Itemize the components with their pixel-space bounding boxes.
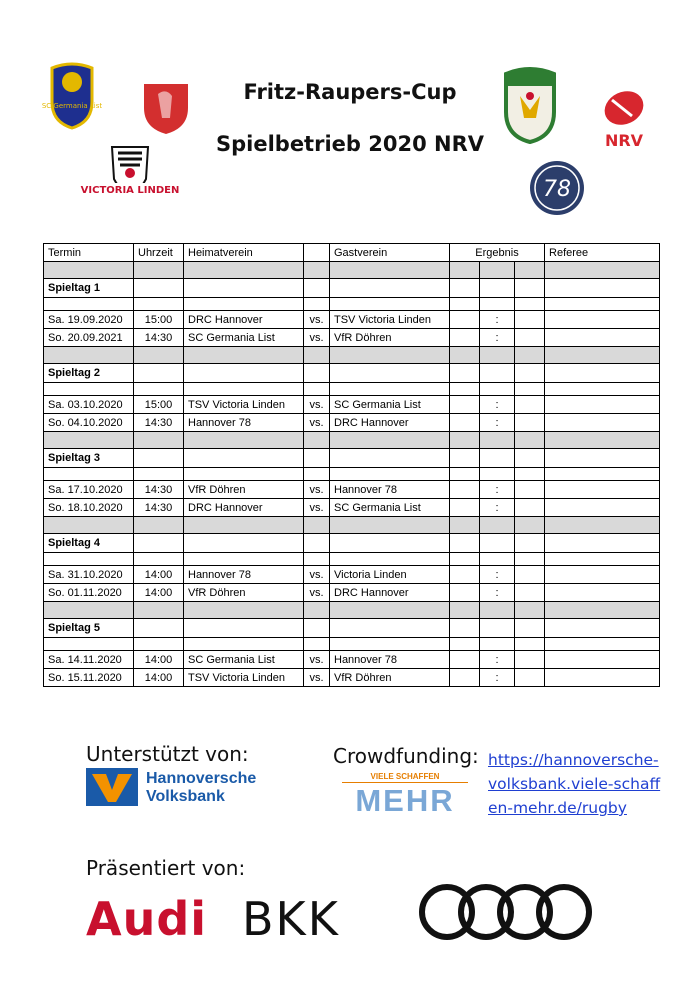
spacer-row xyxy=(44,553,660,566)
empty-cell xyxy=(515,553,545,566)
empty-cell xyxy=(515,449,545,468)
game-time: 14:00 xyxy=(134,651,184,669)
empty-cell xyxy=(44,383,134,396)
empty-cell xyxy=(44,553,134,566)
empty-cell xyxy=(134,432,184,449)
empty-cell xyxy=(450,449,480,468)
empty-cell xyxy=(304,553,330,566)
table-row xyxy=(44,499,660,517)
spacer-row xyxy=(44,638,660,651)
empty-cell xyxy=(515,298,545,311)
empty-cell xyxy=(184,262,304,279)
crowd-logo-top: VIELE SCHAFFEN xyxy=(342,772,468,783)
referee-cell xyxy=(545,669,660,687)
empty-cell xyxy=(330,262,450,279)
victoria-logo-text: VICTORIA LINDEN xyxy=(80,185,180,196)
header-termin: Termin xyxy=(44,244,134,262)
victoria-linden-logo xyxy=(80,143,180,213)
home-team: Hannover 78 xyxy=(184,414,304,432)
score-separator: : xyxy=(480,414,515,432)
empty-cell xyxy=(184,383,304,396)
table-row xyxy=(44,566,660,584)
home-team: Hannover 78 xyxy=(184,566,304,584)
empty-cell xyxy=(134,534,184,553)
matchday-row xyxy=(44,449,660,468)
score-away xyxy=(515,329,545,347)
referee-cell xyxy=(545,414,660,432)
page-subtitle: Spielbetrieb 2020 NRV xyxy=(215,132,484,156)
score-home xyxy=(450,481,480,499)
empty-cell xyxy=(304,468,330,481)
game-time: 14:30 xyxy=(134,499,184,517)
empty-cell xyxy=(304,517,330,534)
empty-cell xyxy=(545,432,660,449)
empty-cell xyxy=(545,553,660,566)
game-time: 15:00 xyxy=(134,311,184,329)
empty-cell xyxy=(450,517,480,534)
header-gastverein: Gastverein xyxy=(330,244,450,262)
volksbank-line2: Volksbank xyxy=(146,788,225,805)
score-separator: : xyxy=(480,584,515,602)
vs-label: vs. xyxy=(304,499,330,517)
supported-by-label: Unterstützt von: xyxy=(86,742,249,766)
empty-cell xyxy=(515,468,545,481)
header-ergebnis: Ergebnis xyxy=(450,244,545,262)
empty-cell xyxy=(480,432,515,449)
empty-cell xyxy=(545,298,660,311)
empty-cell xyxy=(450,298,480,311)
score-separator: : xyxy=(480,669,515,687)
table-row xyxy=(44,584,660,602)
vs-label: vs. xyxy=(304,414,330,432)
empty-cell xyxy=(545,279,660,298)
score-away xyxy=(515,584,545,602)
away-team: Hannover 78 xyxy=(330,651,450,669)
empty-cell xyxy=(545,517,660,534)
matchday-row xyxy=(44,364,660,383)
game-time: 14:30 xyxy=(134,329,184,347)
game-date: Sa. 31.10.2020 xyxy=(44,566,134,584)
empty-cell xyxy=(44,347,134,364)
away-team: SC Germania List xyxy=(330,499,450,517)
game-date: So. 04.10.2020 xyxy=(44,414,134,432)
schedule-body xyxy=(44,244,660,687)
game-date: So. 18.10.2020 xyxy=(44,499,134,517)
empty-cell xyxy=(480,347,515,364)
empty-cell xyxy=(330,432,450,449)
away-team: VfR Döhren xyxy=(330,669,450,687)
empty-cell xyxy=(134,517,184,534)
game-date: Sa. 19.09.2020 xyxy=(44,311,134,329)
empty-cell xyxy=(330,449,450,468)
h78-logo-text: 78 xyxy=(543,177,571,202)
score-away xyxy=(515,669,545,687)
empty-cell xyxy=(515,638,545,651)
home-team: SC Germania List xyxy=(184,651,304,669)
empty-cell xyxy=(44,517,134,534)
empty-cell xyxy=(330,468,450,481)
empty-cell xyxy=(545,534,660,553)
game-date: So. 15.11.2020 xyxy=(44,669,134,687)
empty-cell xyxy=(480,279,515,298)
empty-cell xyxy=(480,383,515,396)
empty-cell xyxy=(480,298,515,311)
volksbank-logo-icon xyxy=(86,768,138,806)
empty-cell xyxy=(450,383,480,396)
empty-cell xyxy=(450,638,480,651)
spacer-row xyxy=(44,468,660,481)
vs-label: vs. xyxy=(304,584,330,602)
separator-row xyxy=(44,517,660,534)
empty-cell xyxy=(134,449,184,468)
empty-cell xyxy=(515,602,545,619)
empty-cell xyxy=(450,534,480,553)
table-header-row xyxy=(44,244,660,262)
presented-by-label: Präsentiert von: xyxy=(86,856,246,880)
empty-cell xyxy=(134,468,184,481)
vs-label: vs. xyxy=(304,481,330,499)
vs-label: vs. xyxy=(304,311,330,329)
matchday-row xyxy=(44,619,660,638)
game-time: 15:00 xyxy=(134,396,184,414)
empty-cell xyxy=(184,449,304,468)
away-team: DRC Hannover xyxy=(330,584,450,602)
empty-cell xyxy=(134,298,184,311)
schedule-table xyxy=(43,243,660,687)
spacer-row xyxy=(44,383,660,396)
referee-cell xyxy=(545,396,660,414)
empty-cell xyxy=(480,619,515,638)
empty-cell xyxy=(134,553,184,566)
empty-cell xyxy=(330,298,450,311)
empty-cell xyxy=(304,619,330,638)
game-time: 14:00 xyxy=(134,584,184,602)
empty-cell xyxy=(450,602,480,619)
home-team: VfR Döhren xyxy=(184,584,304,602)
header-referee: Referee xyxy=(545,244,660,262)
empty-cell xyxy=(304,262,330,279)
header-heimatverein: Heimatverein xyxy=(184,244,304,262)
table-row xyxy=(44,396,660,414)
empty-cell xyxy=(480,602,515,619)
score-away xyxy=(515,311,545,329)
empty-cell xyxy=(450,468,480,481)
table-row xyxy=(44,669,660,687)
crowd-logo-main: MEHR xyxy=(355,783,455,818)
score-away xyxy=(515,481,545,499)
score-away xyxy=(515,414,545,432)
game-time: 14:00 xyxy=(134,566,184,584)
empty-cell xyxy=(450,262,480,279)
crowdfunding-label: Crowdfunding: xyxy=(333,744,479,768)
table-row xyxy=(44,311,660,329)
empty-cell xyxy=(134,364,184,383)
empty-cell xyxy=(184,553,304,566)
empty-cell xyxy=(515,619,545,638)
empty-cell xyxy=(545,602,660,619)
game-date: Sa. 14.11.2020 xyxy=(44,651,134,669)
hannover-78-logo xyxy=(528,158,586,218)
empty-cell xyxy=(330,279,450,298)
drc-hannover-logo xyxy=(140,78,192,136)
score-home xyxy=(450,584,480,602)
empty-cell xyxy=(184,347,304,364)
empty-cell xyxy=(480,262,515,279)
empty-cell xyxy=(330,517,450,534)
table-row xyxy=(44,651,660,669)
empty-cell xyxy=(184,364,304,383)
bkk-wordmark: BKK xyxy=(242,892,340,946)
score-away xyxy=(515,651,545,669)
empty-cell xyxy=(304,347,330,364)
score-away xyxy=(515,499,545,517)
referee-cell xyxy=(545,481,660,499)
referee-cell xyxy=(545,584,660,602)
game-time: 14:00 xyxy=(134,669,184,687)
empty-cell xyxy=(184,468,304,481)
score-home xyxy=(450,651,480,669)
empty-cell xyxy=(330,534,450,553)
viele-schaffen-mehr-logo xyxy=(342,772,468,819)
game-time: 14:30 xyxy=(134,414,184,432)
score-separator: : xyxy=(480,311,515,329)
score-separator: : xyxy=(480,499,515,517)
header-uhrzeit: Uhrzeit xyxy=(134,244,184,262)
empty-cell xyxy=(515,432,545,449)
empty-cell xyxy=(545,638,660,651)
germania-logo-text: SC Germania List xyxy=(41,102,103,110)
empty-cell xyxy=(304,534,330,553)
empty-cell xyxy=(480,468,515,481)
page-title: Fritz-Raupers-Cup xyxy=(243,80,457,104)
empty-cell xyxy=(515,364,545,383)
matchday-row xyxy=(44,534,660,553)
empty-cell xyxy=(134,279,184,298)
empty-cell xyxy=(545,262,660,279)
away-team: DRC Hannover xyxy=(330,414,450,432)
header-vs-blank xyxy=(304,244,330,262)
vs-label: vs. xyxy=(304,566,330,584)
score-separator: : xyxy=(480,329,515,347)
vs-label: vs. xyxy=(304,651,330,669)
nrv-logo xyxy=(598,86,650,152)
empty-cell xyxy=(184,279,304,298)
vs-label: vs. xyxy=(304,329,330,347)
empty-cell xyxy=(515,383,545,396)
empty-cell xyxy=(304,279,330,298)
empty-cell xyxy=(304,638,330,651)
empty-cell xyxy=(134,383,184,396)
home-team: DRC Hannover xyxy=(184,311,304,329)
empty-cell xyxy=(480,553,515,566)
score-away xyxy=(515,566,545,584)
matchday-row xyxy=(44,279,660,298)
matchday-label: Spieltag 3 xyxy=(44,449,134,468)
empty-cell xyxy=(545,383,660,396)
empty-cell xyxy=(134,262,184,279)
home-team: VfR Döhren xyxy=(184,481,304,499)
empty-cell xyxy=(330,638,450,651)
score-home xyxy=(450,566,480,584)
empty-cell xyxy=(545,468,660,481)
away-team: SC Germania List xyxy=(330,396,450,414)
empty-cell xyxy=(134,602,184,619)
empty-cell xyxy=(545,619,660,638)
matchday-label: Spieltag 5 xyxy=(44,619,134,638)
empty-cell xyxy=(184,298,304,311)
score-separator: : xyxy=(480,566,515,584)
separator-row xyxy=(44,602,660,619)
empty-cell xyxy=(184,432,304,449)
score-separator: : xyxy=(480,481,515,499)
game-time: 14:30 xyxy=(134,481,184,499)
score-home xyxy=(450,396,480,414)
empty-cell xyxy=(450,364,480,383)
empty-cell xyxy=(44,432,134,449)
table-row xyxy=(44,329,660,347)
game-date: So. 20.09.2021 xyxy=(44,329,134,347)
referee-cell xyxy=(545,329,660,347)
vs-label: vs. xyxy=(304,669,330,687)
game-date: Sa. 17.10.2020 xyxy=(44,481,134,499)
vs-label: vs. xyxy=(304,396,330,414)
empty-cell xyxy=(480,638,515,651)
game-date: So. 01.11.2020 xyxy=(44,584,134,602)
empty-cell xyxy=(134,619,184,638)
empty-cell xyxy=(44,602,134,619)
empty-cell xyxy=(134,347,184,364)
empty-cell xyxy=(330,364,450,383)
empty-cell xyxy=(304,383,330,396)
matchday-label: Spieltag 2 xyxy=(44,364,134,383)
empty-cell xyxy=(44,638,134,651)
referee-cell xyxy=(545,499,660,517)
score-home xyxy=(450,329,480,347)
away-team: VfR Döhren xyxy=(330,329,450,347)
empty-cell xyxy=(184,638,304,651)
empty-cell xyxy=(44,262,134,279)
empty-cell xyxy=(480,517,515,534)
empty-cell xyxy=(304,449,330,468)
empty-cell xyxy=(450,619,480,638)
empty-cell xyxy=(44,468,134,481)
empty-cell xyxy=(515,347,545,364)
empty-cell xyxy=(450,432,480,449)
referee-cell xyxy=(545,651,660,669)
score-home xyxy=(450,499,480,517)
empty-cell xyxy=(450,347,480,364)
empty-cell xyxy=(134,638,184,651)
spacer-row xyxy=(44,298,660,311)
empty-cell xyxy=(450,553,480,566)
table-row xyxy=(44,414,660,432)
score-away xyxy=(515,396,545,414)
empty-cell xyxy=(304,432,330,449)
empty-cell xyxy=(515,517,545,534)
germania-list-logo xyxy=(41,62,103,130)
referee-cell xyxy=(545,566,660,584)
audi-rings-icon xyxy=(415,880,595,944)
game-date: Sa. 03.10.2020 xyxy=(44,396,134,414)
empty-cell xyxy=(184,534,304,553)
empty-cell xyxy=(545,364,660,383)
empty-cell xyxy=(184,517,304,534)
empty-cell xyxy=(480,534,515,553)
separator-row xyxy=(44,347,660,364)
home-team: TSV Victoria Linden xyxy=(184,396,304,414)
score-home xyxy=(450,669,480,687)
empty-cell xyxy=(515,279,545,298)
home-team: DRC Hannover xyxy=(184,499,304,517)
score-separator: : xyxy=(480,396,515,414)
crowdfunding-link[interactable]: https://hannoversche-volksbank.viele-schaffen-mehr.de/rugby xyxy=(488,751,661,817)
volksbank-name xyxy=(146,770,256,806)
empty-cell xyxy=(330,602,450,619)
table-row xyxy=(44,481,660,499)
empty-cell xyxy=(330,383,450,396)
empty-cell xyxy=(330,619,450,638)
separator-row xyxy=(44,262,660,279)
empty-cell xyxy=(480,364,515,383)
score-home xyxy=(450,414,480,432)
empty-cell xyxy=(304,364,330,383)
score-separator: : xyxy=(480,651,515,669)
score-home xyxy=(450,311,480,329)
referee-cell xyxy=(545,311,660,329)
away-team: TSV Victoria Linden xyxy=(330,311,450,329)
empty-cell xyxy=(545,449,660,468)
away-team: Victoria Linden xyxy=(330,566,450,584)
empty-cell xyxy=(515,262,545,279)
away-team: Hannover 78 xyxy=(330,481,450,499)
empty-cell xyxy=(545,347,660,364)
vfr-doehren-logo xyxy=(500,66,560,144)
empty-cell xyxy=(304,602,330,619)
home-team: TSV Victoria Linden xyxy=(184,669,304,687)
empty-cell xyxy=(515,534,545,553)
empty-cell xyxy=(330,553,450,566)
matchday-label: Spieltag 4 xyxy=(44,534,134,553)
separator-row xyxy=(44,432,660,449)
volksbank-line1: Hannoversche xyxy=(146,770,257,787)
empty-cell xyxy=(304,298,330,311)
empty-cell xyxy=(184,602,304,619)
empty-cell xyxy=(44,298,134,311)
home-team: SC Germania List xyxy=(184,329,304,347)
matchday-label: Spieltag 1 xyxy=(44,279,134,298)
empty-cell xyxy=(450,279,480,298)
empty-cell xyxy=(480,449,515,468)
audi-wordmark: Audi xyxy=(86,892,208,946)
empty-cell xyxy=(184,619,304,638)
nrv-logo-text: NRV xyxy=(604,131,644,150)
empty-cell xyxy=(330,347,450,364)
